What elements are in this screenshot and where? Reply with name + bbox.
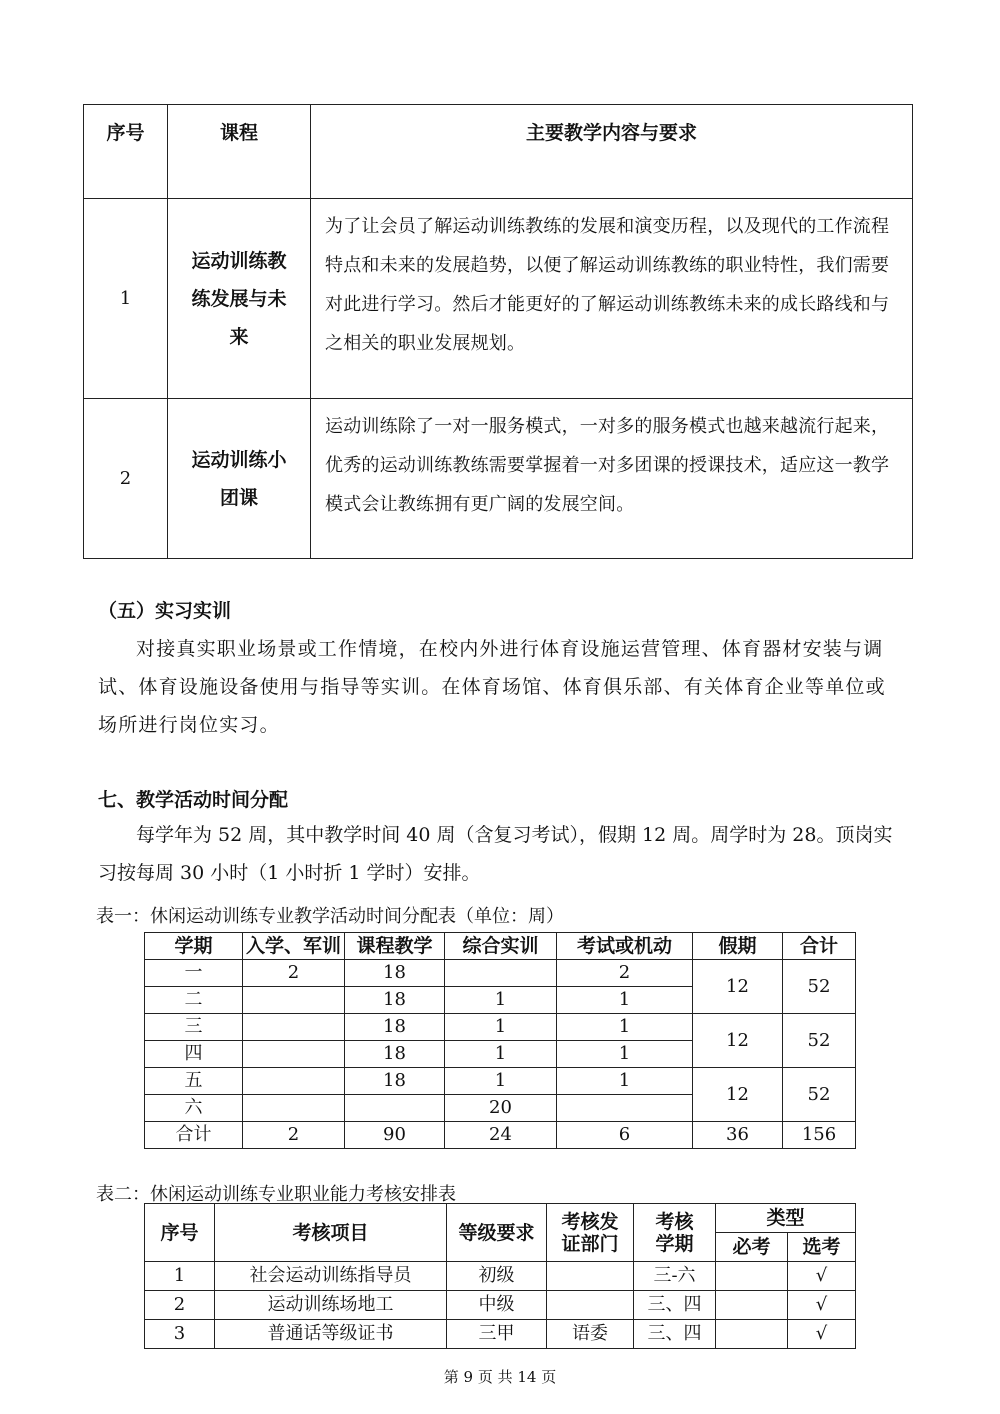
table-cell: 三、四 [634, 1291, 716, 1320]
table-cell: 20 [445, 1095, 557, 1122]
table-row [145, 1262, 856, 1291]
table-cell: 18 [345, 960, 445, 987]
course-name [168, 199, 311, 399]
table-cell: 1 [445, 1014, 557, 1041]
table1-caption: 表一：休闲运动训练专业教学活动时间分配表（单位：周） [96, 906, 564, 927]
table-row [84, 199, 913, 399]
course-name-line: 运动训练教 [191, 249, 287, 272]
table-cell: 2 [243, 960, 345, 987]
header-cell: 序号 [145, 1204, 215, 1262]
table-cell [716, 1291, 788, 1320]
table-cell: 中级 [447, 1291, 547, 1320]
table-cell: 合计 [145, 1122, 243, 1149]
table-cell: 24 [445, 1122, 557, 1149]
table-cell: 52 [783, 1014, 856, 1068]
course-name-line: 团课 [219, 486, 258, 509]
section5-body: 对接真实职业场景或工作情境，在校内外进行体育设施运营管理、体育器材安装与调试、体育设施设备使用与指导等实训。在体育场馆、体育俱乐部、有关体育企业等单位或场所进行岗位实习。 [98, 638, 886, 736]
header-line: 证部门 [561, 1232, 619, 1255]
table-cell: 2 [243, 1122, 345, 1149]
table-cell: 18 [345, 1041, 445, 1068]
header-cell: 考核项目 [215, 1204, 447, 1262]
table-cell: 52 [783, 960, 856, 1014]
table-cell [547, 1291, 634, 1320]
header-cell: 考试或机动 [557, 933, 693, 960]
table-row [145, 1320, 856, 1349]
page-number: 第 9 页 共 14 页 [443, 1368, 557, 1386]
table-cell: 36 [693, 1122, 783, 1149]
section7-heading: 七、教学活动时间分配 [98, 789, 289, 811]
table-cell [243, 1068, 345, 1095]
table-cell: 语委 [547, 1320, 634, 1349]
table-cell: 156 [783, 1122, 856, 1149]
table-cell [243, 1041, 345, 1068]
course-content: 为了让会员了解运动训练教练的发展和演变历程，以及现代的工作流程特点和未来的发展趋势，以便了解运动训练教练的职业特性，我们需要对此进行学习。然后才能更好的了解运动训练教练未来的成长路线和与之相关的职业发展规划。 [311, 199, 913, 399]
table-cell: 运动训练场地工 [215, 1291, 447, 1320]
table-cell: 1 [557, 1014, 693, 1041]
course-content: 运动训练除了一对一服务模式，一对多的服务模式也越来越流行起来，优秀的运动训练教练需要掌握着一对多团课的授课技术，适应这一教学模式会让教练拥有更广阔的发展空间。 [311, 399, 913, 559]
table-cell: 1 [445, 1041, 557, 1068]
header-cell: 学期 [145, 933, 243, 960]
header-no: 序号 [84, 105, 168, 199]
time-allocation-table [144, 932, 856, 1149]
header-cell: 选考 [788, 1233, 856, 1262]
table-cell [547, 1262, 634, 1291]
table-cell: 1 [557, 1041, 693, 1068]
table-cell [243, 987, 345, 1014]
table-cell: 3 [145, 1320, 215, 1349]
table-cell: 一 [145, 960, 243, 987]
table-cell: 社会运动训练指导员 [215, 1262, 447, 1291]
table-row [145, 1014, 856, 1041]
table-cell [243, 1095, 345, 1122]
course-table-header [84, 105, 913, 199]
table-cell: 1 [557, 1068, 693, 1095]
header-line: 考核发 [561, 1210, 619, 1233]
table-cell: √ [788, 1291, 856, 1320]
assessment-table [144, 1203, 856, 1349]
table-cell: 1 [445, 987, 557, 1014]
table-row [145, 1068, 856, 1095]
table-cell: 6 [557, 1122, 693, 1149]
header-cell [634, 1204, 716, 1262]
table-cell [557, 1095, 693, 1122]
header-course: 课程 [168, 105, 311, 199]
header-cell: 综合实训 [445, 933, 557, 960]
table-cell: 三-六 [634, 1262, 716, 1291]
table-cell: 六 [145, 1095, 243, 1122]
table-cell [445, 960, 557, 987]
table-row [84, 399, 913, 559]
table-row [145, 960, 856, 987]
row-no: 1 [84, 199, 168, 399]
header-cell: 假期 [693, 933, 783, 960]
table-cell: 三、四 [634, 1320, 716, 1349]
table-cell: √ [788, 1320, 856, 1349]
table-cell: 18 [345, 987, 445, 1014]
course-name [168, 399, 311, 559]
course-name-line: 来 [229, 325, 249, 348]
table-cell: 五 [145, 1068, 243, 1095]
table-cell: 四 [145, 1041, 243, 1068]
header-cell: 合计 [783, 933, 856, 960]
course-name-line: 练发展与未 [191, 287, 287, 310]
table-cell: 二 [145, 987, 243, 1014]
course-name-line: 运动训练小 [191, 448, 287, 471]
table-cell: 普通话等级证书 [215, 1320, 447, 1349]
header-line: 考核 [655, 1210, 694, 1233]
section5-heading: （五）实习实训 [98, 600, 232, 622]
table-cell [716, 1262, 788, 1291]
header-cell: 等级要求 [447, 1204, 547, 1262]
table-cell [716, 1320, 788, 1349]
table-cell: 12 [693, 1014, 783, 1068]
header-line: 学期 [655, 1232, 694, 1255]
table-cell [345, 1095, 445, 1122]
table-cell: 12 [693, 960, 783, 1014]
header-cell [547, 1204, 634, 1262]
table-cell: 1 [145, 1262, 215, 1291]
header-cell: 课程教学 [345, 933, 445, 960]
table-cell: 2 [557, 960, 693, 987]
table-cell: 三甲 [447, 1320, 547, 1349]
header-cell: 必考 [716, 1233, 788, 1262]
row-no: 2 [84, 399, 168, 559]
header-content: 主要教学内容与要求 [311, 105, 913, 199]
header-cell: 类型 [716, 1204, 856, 1233]
table-cell: 18 [345, 1014, 445, 1041]
table-row [145, 1291, 856, 1320]
course-table [83, 104, 913, 559]
section7-body: 每学年为 52 周，其中教学时间 40 周（含复习考试），假期 12 周。周学时为 28。顶岗实习按每周 30 小时（1 小时折 1 学时）安排。 [98, 824, 893, 884]
table-cell: 初级 [447, 1262, 547, 1291]
table-cell: 三 [145, 1014, 243, 1041]
table-cell: 90 [345, 1122, 445, 1149]
table2-header [145, 1204, 856, 1233]
table-cell: 2 [145, 1291, 215, 1320]
table-cell: 18 [345, 1068, 445, 1095]
table-cell: 1 [557, 987, 693, 1014]
table-cell: √ [788, 1262, 856, 1291]
table2-caption: 表二：休闲运动训练专业职业能力考核安排表 [96, 1184, 456, 1205]
table-total-row [145, 1122, 856, 1149]
table-cell [243, 1014, 345, 1041]
table-cell: 1 [445, 1068, 557, 1095]
table-cell: 12 [693, 1068, 783, 1122]
table1-header [145, 933, 856, 960]
header-cell: 入学、军训 [243, 933, 345, 960]
table-cell: 52 [783, 1068, 856, 1122]
